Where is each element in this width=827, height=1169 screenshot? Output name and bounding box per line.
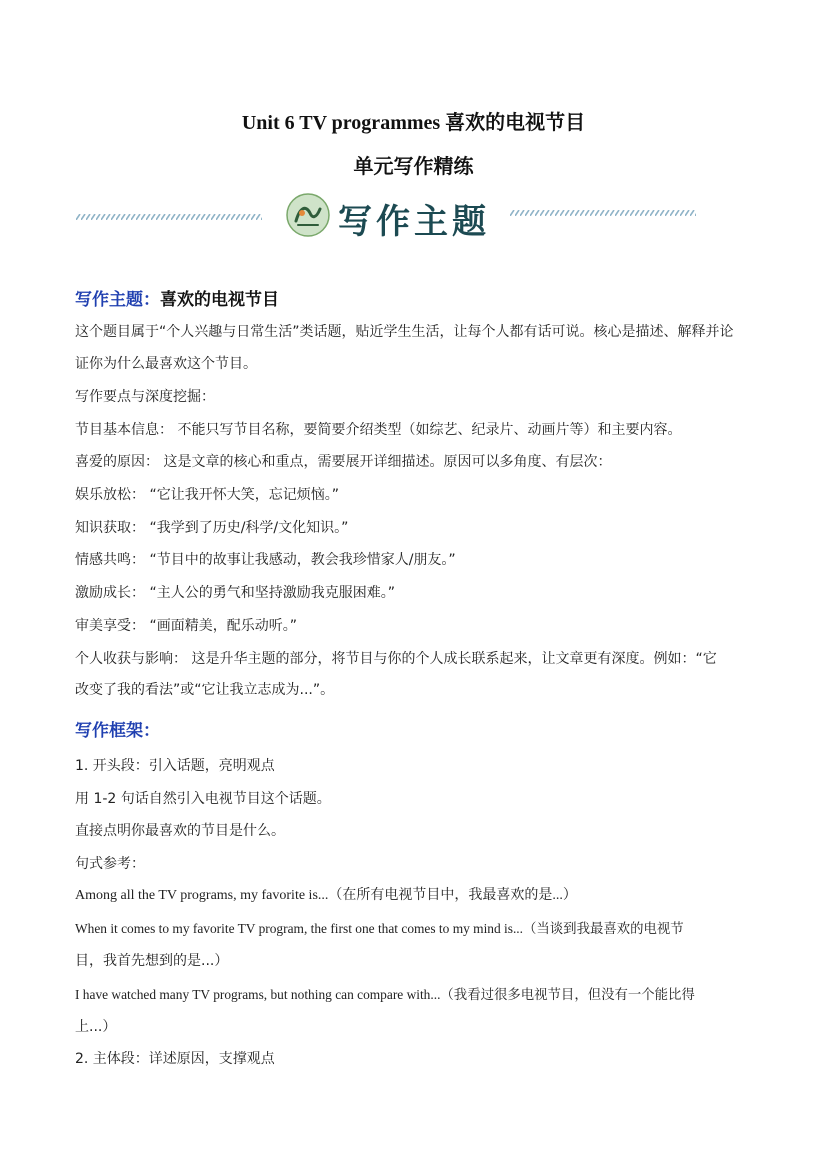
reason-item: 娱乐放松： “它让我开怀大笑，忘记烦恼。” [75, 487, 339, 503]
hatch-divider-right [510, 210, 696, 216]
opening-title: 1. 开头段：引入话题，亮明观点 [75, 758, 275, 774]
pattern-2-line-1: When it comes to my favorite TV program, the first one that comes to my mind is...（当谈到我最喜欢的电视节 [75, 921, 684, 936]
opening-point-2: 直接点明你最喜欢的节目是什么。 [75, 823, 285, 839]
topic-heading [75, 285, 279, 310]
body-title: 2. 主体段：详述原因，支撑观点 [75, 1051, 275, 1067]
writing-emblem-icon [284, 191, 332, 239]
topic-heading-value: 喜欢的电视节目 [160, 290, 279, 310]
reason-item: 审美享受： “画面精美，配乐动听。” [75, 618, 297, 634]
hatch-divider-left [76, 214, 262, 220]
intro-line-2: 证你为什么最喜欢这个节目。 [75, 356, 257, 372]
reasons-intro: 喜爱的原因： 这是文章的核心和重点，需要展开详细描述。原因可以多角度、有层次： [75, 454, 612, 470]
writing-theme-banner [76, 188, 696, 244]
gains-line-2: 改变了我的看法”或“它让我立志成为...”。 [75, 682, 335, 698]
basic-info: 节目基本信息： 不能只写节目名称，要简要介绍类型（如综艺、纪录片、动画片等）和主要内容。 [75, 422, 682, 438]
opening-point-1: 用 1-2 句话自然引入电视节目这个话题。 [75, 791, 331, 807]
unit-title: Unit 6 TV programmes 喜欢的电视节目 [241, 112, 586, 134]
pattern-1: Among all the TV programs, my favorite is...（在所有电视节目中，我最喜欢的是...） [75, 888, 577, 903]
reason-item: 知识获取： “我学到了历史/科学/文化知识。” [75, 520, 349, 536]
unit-subtitle: 单元写作精练 [353, 156, 474, 178]
patterns-title: 句式参考： [75, 856, 145, 872]
intro-line-1: 这个题目属于“个人兴趣与日常生活”类话题，贴近学生生活，让每个人都有话可说。核心是描述、解释并论 [75, 324, 734, 340]
pattern-3-line-1: I have watched many TV programs, but nothing can compare with...（我看过很多电视节目，但没有一个能比得 [75, 987, 695, 1002]
pattern-2-line-2: 目，我首先想到的是...） [75, 953, 229, 969]
points-title: 写作要点与深度挖掘： [75, 389, 215, 405]
reason-item: 激励成长： “主人公的勇气和坚持激励我克服困难。” [75, 585, 395, 601]
gains-line-1: 个人收获与影响： 这是升华主题的部分，将节目与你的个人成长联系起来，让文章更有深度。例如：“它 [75, 651, 717, 667]
reason-item: 情感共鸣： “节目中的故事让我感动，教会我珍惜家人/朋友。” [75, 552, 456, 568]
framework-heading: 写作框架： [75, 721, 160, 741]
topic-heading-label: 写作主题： [75, 290, 160, 310]
pattern-3-line-2: 上...） [75, 1019, 117, 1035]
banner-heading: 写作主题 [338, 202, 490, 242]
